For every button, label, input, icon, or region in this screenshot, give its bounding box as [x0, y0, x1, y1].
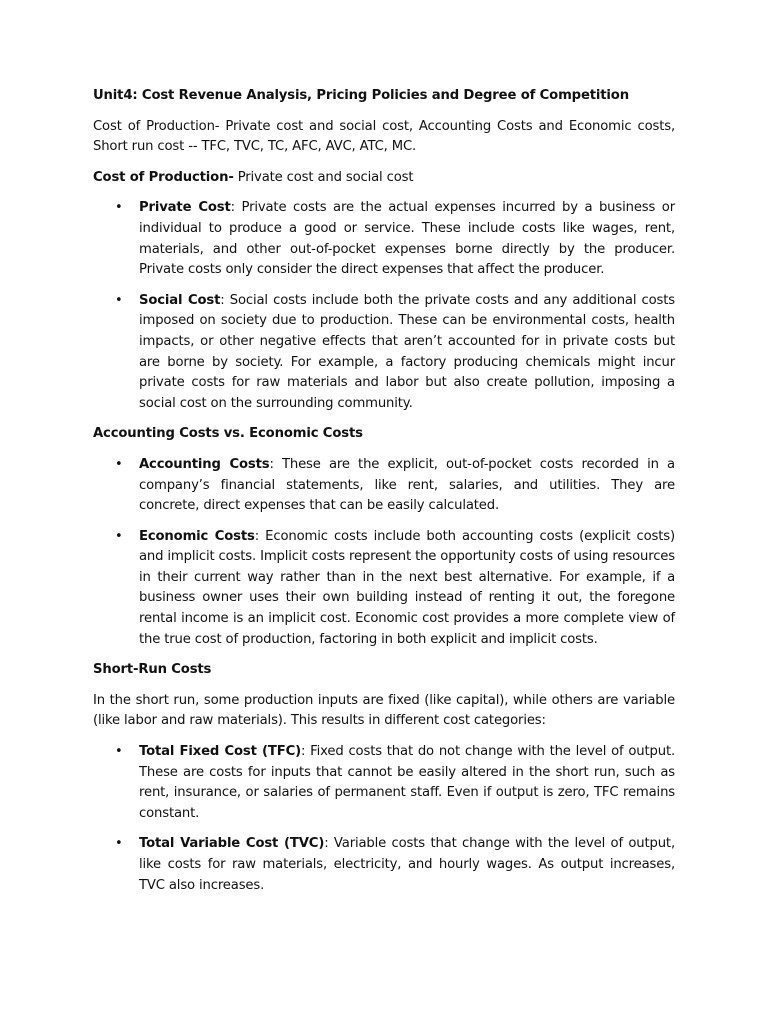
cost-of-production-list	[93, 198, 675, 414]
list-item-tvc	[93, 834, 675, 896]
definition-tvc: : Variable costs that change with the level of output, like costs for raw materials, electricity, and hourly wages. As output increases, TVC also increases.	[139, 836, 675, 893]
document-title: Unit4: Cost Revenue Analysis, Pricing Policies and Degree of Competition	[93, 88, 629, 103]
definition-accounting-costs: : These are the explicit, out-of-pocket costs recorded in a company’s financial statements, like rent, salaries, and utilities. They are concrete, direct expenses that can be easily calculated.	[139, 456, 675, 514]
bullet-icon: •	[115, 744, 123, 760]
definition-economic-costs: : Economic costs include both accounting costs (explicit costs) and implicit costs. Implicit costs represent the opportunity costs of using resources in their current way rather than in the next best alternative. For example, if a business owner uses their own building instead of renting it out, the foregone rental income is an implicit cost. Economic cost provides a more complete view of the true cost of production, factoring in both explicit and implicit costs.	[139, 528, 675, 647]
list-item-private-cost	[93, 198, 675, 280]
term-tvc: Total Variable Cost (TVC)	[139, 836, 325, 852]
bullet-icon: •	[115, 836, 123, 852]
list-item-tfc	[93, 742, 675, 824]
definition-tfc: : Fixed costs that do not change with the level of output. These are costs for inputs that cannot be easily altered in the short run, such as rent, insurance, or salaries of permanent staff. Even if output is zero, TFC remains constant.	[139, 744, 676, 821]
term-tfc: Total Fixed Cost (TFC)	[139, 744, 302, 760]
document-page	[93, 86, 675, 906]
accounting-economic-list	[93, 455, 675, 650]
bullet-icon: •	[115, 200, 123, 216]
list-item-social-cost	[93, 291, 675, 415]
bullet-icon: •	[115, 292, 123, 308]
intro-paragraph: Cost of Production- Private cost and social cost, Accounting Costs and Economic costs, Short run cost -- TFC, TVC, TC, AFC, AVC, ATC, MC.	[93, 118, 675, 155]
bullet-icon: •	[115, 456, 123, 472]
section-heading-rest: Private cost and social cost	[233, 169, 414, 185]
term-economic-costs: Economic Costs	[139, 528, 255, 544]
list-item-economic-costs	[93, 527, 675, 651]
section-heading-bold: Cost of Production-	[93, 169, 234, 185]
list-item-accounting-costs	[93, 455, 675, 517]
definition-private-cost: : Private costs are the actual expenses incurred by a business or individual to produce a good or service. These include costs like wages, rent, materials, and other out-of-pocket expenses borne directly by the producer. Private costs only consider the direct expenses that affect the producer.	[139, 200, 675, 278]
definition-social-cost: : Social costs include both the private costs and any additional costs imposed on society due to production. These can be environmental costs, health impacts, or other negative effects that aren’t accounted for in private costs but are borne by society. For example, a factory producing chemicals might incur private costs for raw materials and labor but also create pollution, imposing a social cost on the surrounding community.	[139, 292, 675, 411]
term-social-cost: Social Cost	[139, 292, 221, 308]
short-run-paragraph: In the short run, some production inputs are fixed (like capital), while others are variable (like labor and raw materials). This results in different cost categories:	[93, 692, 675, 729]
section-short-run-heading: Short-Run Costs	[93, 662, 212, 678]
term-private-cost: Private Cost	[139, 200, 231, 216]
term-accounting-costs: Accounting Costs	[139, 456, 270, 472]
section-accounting-vs-economic-heading: Accounting Costs vs. Economic Costs	[93, 426, 363, 442]
section-cost-of-production-heading	[93, 168, 675, 189]
short-run-list	[93, 742, 675, 896]
bullet-icon: •	[115, 528, 123, 544]
